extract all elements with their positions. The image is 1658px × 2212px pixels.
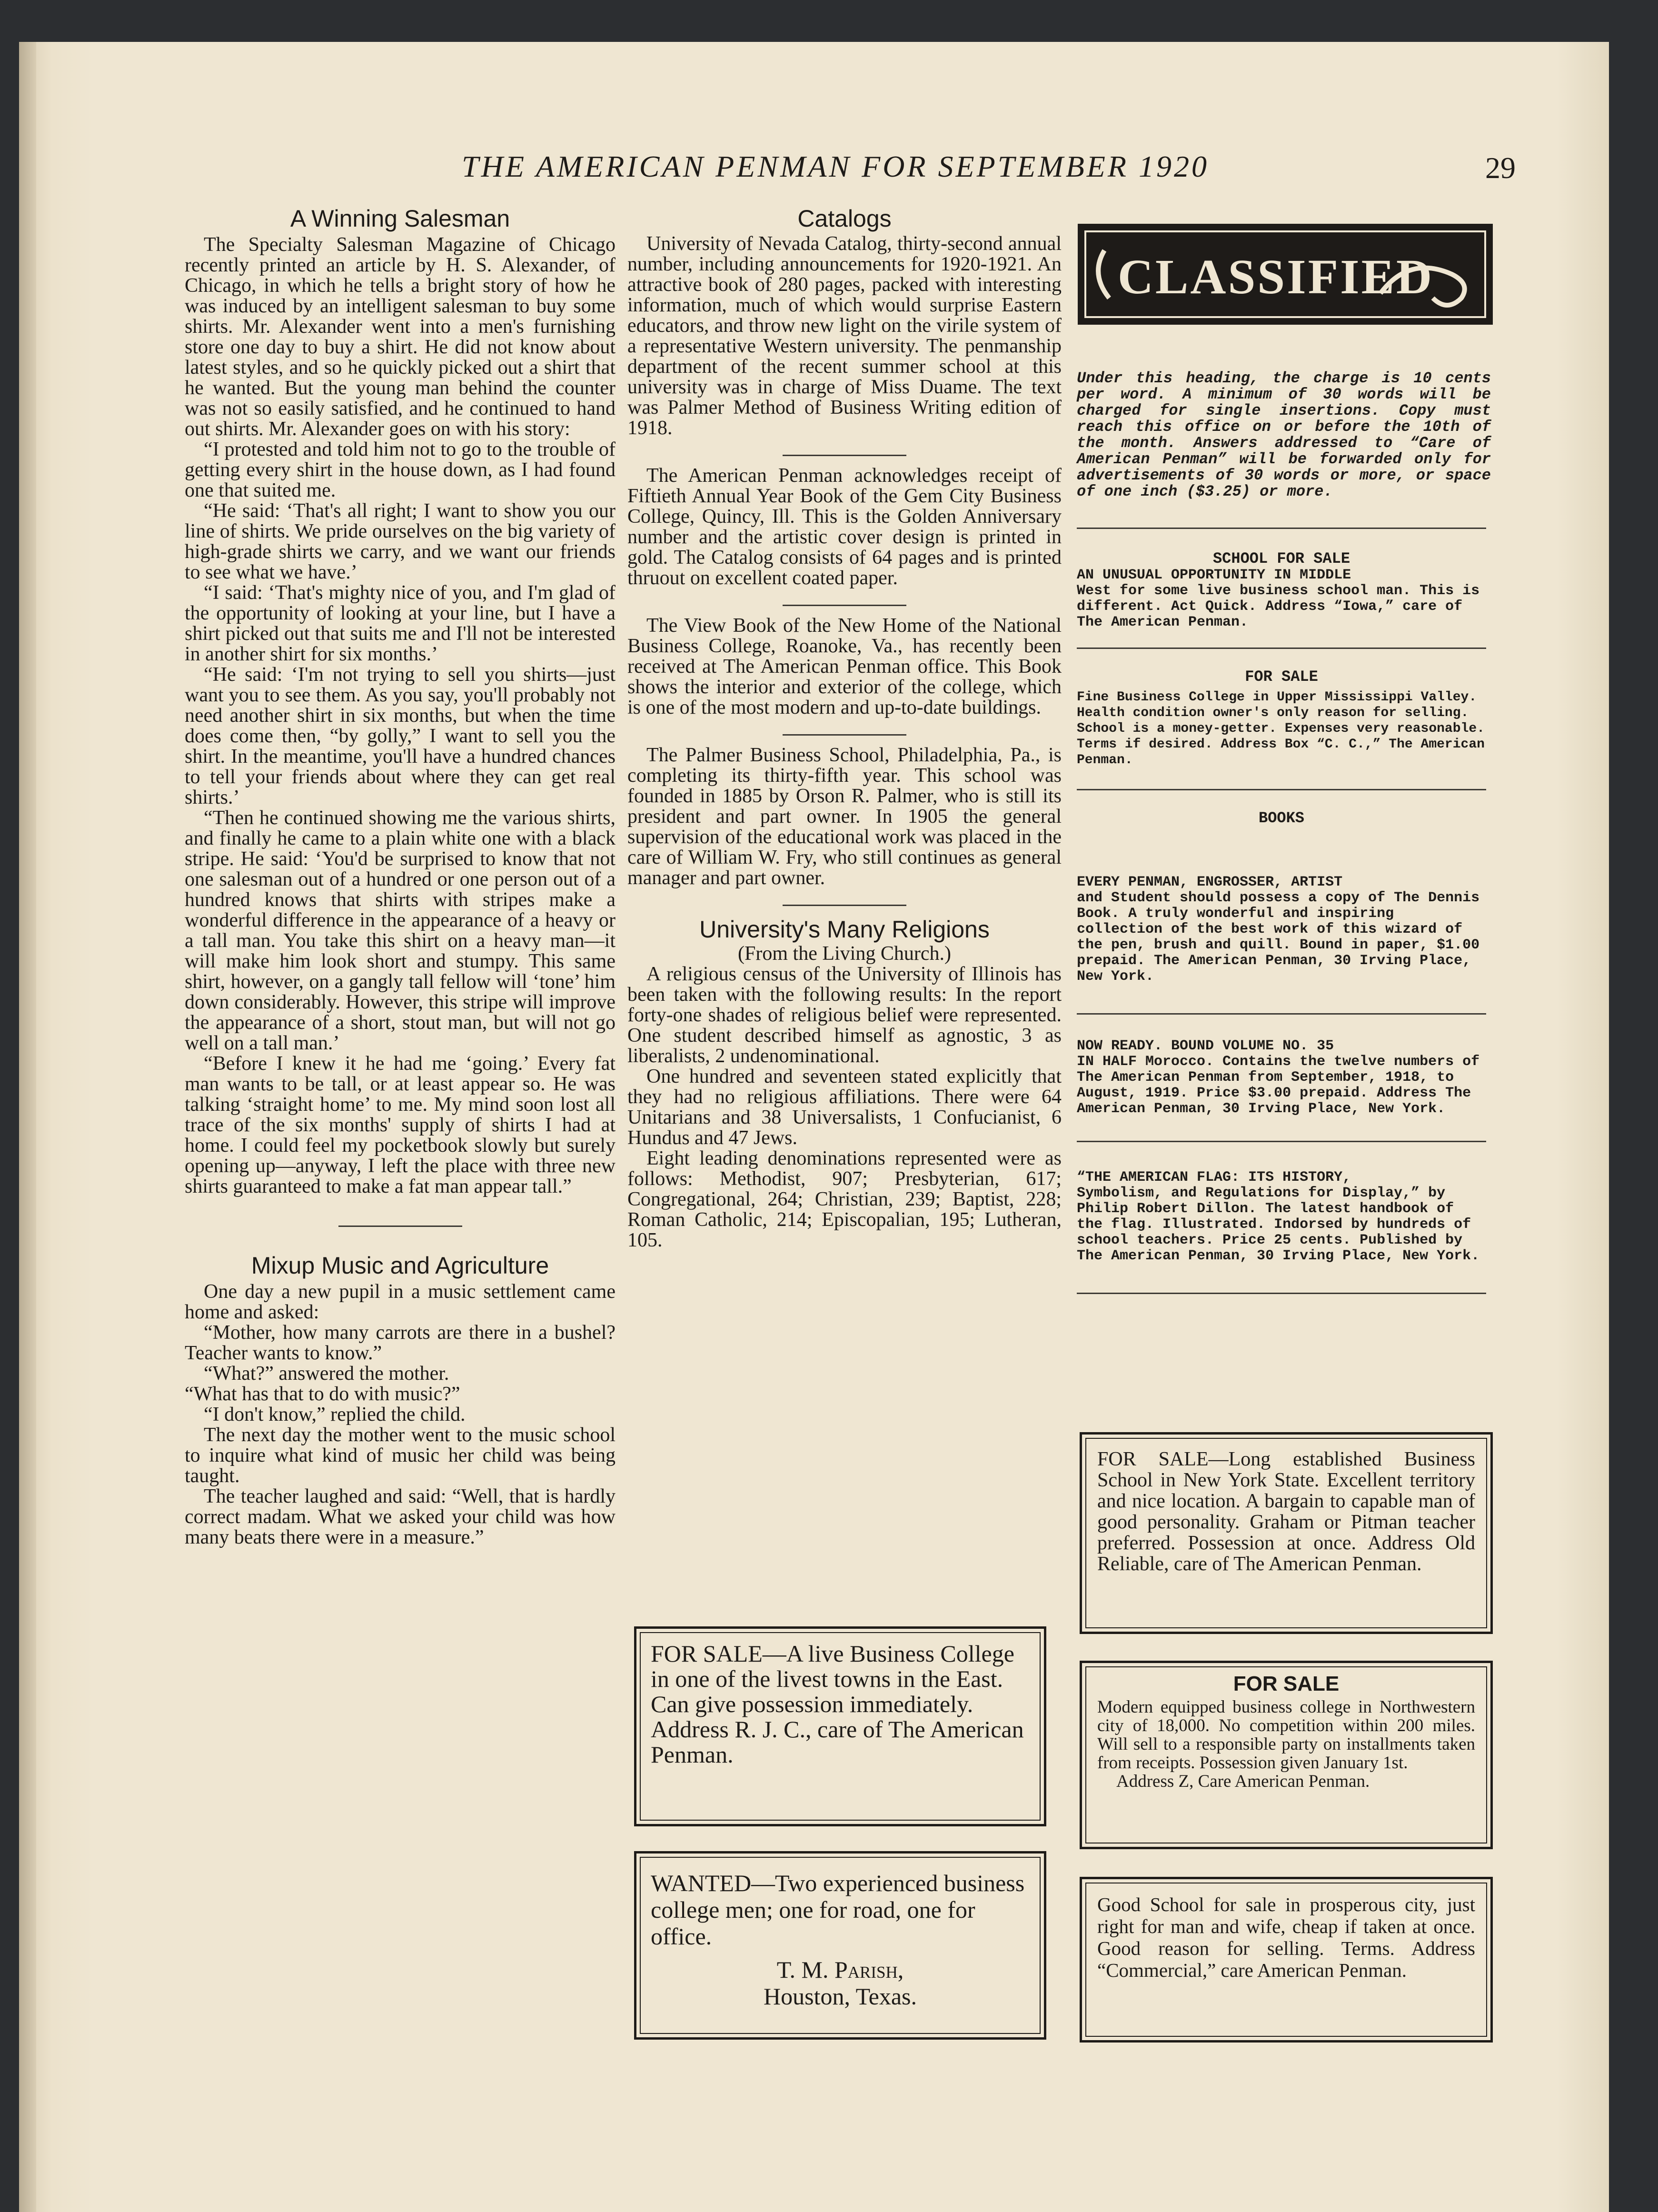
classified-lead: EVERY PENMAN, ENGROSSER, ARTIST — [1077, 874, 1343, 890]
ad-text: WANTED—Two experienced business college men; one for road, one for office. — [651, 1870, 1025, 1950]
article-paragraph: The Specialty Salesman Magazine of Chicago recently printed an article by H. S. Alexander, of Chicago, in which he tells a bright story of how he was induced by an intelligent salesman to buy some shirts. Mr. Alexander went into a men's furnishing store one day to buy a shirt. He did not know about latest styles, and so he quickly picked out a shirt that he wanted. But the young man behind the counter was not so easily satisfied, and he continued to hand out shirts. Mr. Alexander goes on with his story: — [185, 234, 616, 440]
ad-box-wanted — [634, 1851, 1046, 2040]
article-source: (From the Living Church.) — [738, 943, 951, 965]
page-spine-shadow — [19, 42, 36, 2212]
classified-rates-intro: Under this heading, the charge is 10 cents per word. A minimum of 30 words will be charged for single insertions. Copy must reach this office on or before the 10th of the month. Answers addressed to “Care of American Penman” will be forwarded only for advertisements of 30 words or more, or space of one inch ($3.25) or more. — [1077, 369, 1491, 500]
classified-lead: “THE AMERICAN FLAG: ITS HISTORY, — [1077, 1169, 1351, 1186]
article-paragraph: A religious census of the University of Illinois has been taken with the following results: In the report forty-one shades of religious belief were represented. One student described himself as agnostic, 3 as liberalists, 2 undenominational. — [627, 963, 1062, 1067]
classified-body: West for some live business school man. This is different. Act Quick. Address “Iowa,” care of The American Penman. — [1077, 583, 1480, 630]
classified-divider — [1077, 1013, 1486, 1015]
classified-listings — [1077, 528, 1486, 1294]
article-paragraph: “What?” answered the mother. — [204, 1363, 449, 1385]
article-title-winning-salesman: A Winning Salesman — [290, 205, 510, 232]
article-paragraph: “Then he continued showing me the various shirts, and finally he came to a plain white one with a black stripe. He said: ‘You'd be surprised to know that not one salesman out of a hundred or one person out of a hundred knows that shirts with stripes make a wonderful difference in the appearance of a heavy or a tall man. You take this shirt on a heavy man—it will make him look short and stumpy. This same shirt, however, on a gangly tall fellow will ‘tone’ him down considerably. However, this stripe will improve the appearance of a short, stout man, but will not go well on a tall man.’ — [185, 807, 616, 1054]
classified-title: BOOKS — [1258, 809, 1304, 827]
classified-body: Symbolism, and Regulations for Display,” by Philip Robert Dillon. The latest handbook of the flag. Illustrated. Indorsed by hundreds of school teachers. Price 25 cents. Published by The American Penman, 30 Irving Place, New York. — [1077, 1185, 1480, 1264]
classified-divider — [1077, 789, 1486, 790]
ad-box-for-sale-northwestern — [1080, 1661, 1493, 1849]
column-middle — [627, 205, 1062, 1251]
article-paragraph: “He said: ‘That's all right; I want to show you our line of shirts. We pride ourselves on the big variety of high-grade shirts we carry, and we want our friends to see what we have.’ — [185, 500, 616, 583]
classified-lead: NOW READY. BOUND VOLUME NO. 35 — [1077, 1038, 1334, 1054]
section-divider — [783, 905, 906, 906]
ad-text: FOR SALE—A live Business College in one of the livest towns in the East. Can give possession immediately. Address R. J. C., care of The American Penman. — [651, 1640, 1024, 1768]
classified-divider — [1077, 1141, 1486, 1142]
magazine-page — [19, 42, 1609, 2212]
section-divider — [783, 455, 906, 456]
ad-signature-place: Houston, Texas. — [764, 1983, 917, 2010]
article-paragraph: “Before I knew it he had me ‘going.’ Every fat man wants to be tall, or at least appear so. He was talking ‘straight home’ to me. My mind soon lost all trace of the six months' supply of shirts I had at home. I could feel my pocketbook slowly but surely opening up—anyway, I left the place with three new shirts guaranteed to make a fat man appear tall.” — [185, 1053, 616, 1197]
article-paragraph: The teacher laughed and said: “Well, that is hardly correct madam. What we asked your child was how many beats there were in a measure.” — [185, 1485, 616, 1548]
article-paragraph: “I protested and told him not to go to the trouble of getting every shirt in the house down, as I had found one that suited me. — [185, 438, 616, 501]
classified-divider — [1077, 1293, 1486, 1294]
classified-body: and Student should possess a copy of The Dennis Book. A truly wonderful and inspiring collection of the best work of this wizard of the pen, brush and quill. Bound in paper, $1.00 prepaid. The American Penman, 30 Irving Place, New York. — [1077, 890, 1480, 985]
catalog-paragraph: University of Nevada Catalog, thirty-second annual number, including announcements for 1920-1921. An attractive book of 280 pages, packed with interesting information, much of which would surprise Eastern educators, and throw new light on the virile system of a representative Western university. The penmanship department of the recent summer school at this university was in charge of Miss Duame. The text was Palmer Method of Business Writing edition of 1918. — [627, 233, 1062, 439]
classified-body: IN HALF Morocco. Contains the twelve numbers of The American Penman from September, 1918, to August, 1919. Price $3.00 prepaid. Address The American Penman, 30 Irving Place, New York. — [1077, 1054, 1480, 1117]
column-left — [185, 205, 616, 1548]
ad-address: Address Z, Care American Penman. — [1116, 1772, 1370, 1791]
article-paragraph: One hundred and seventeen stated explicitly that they had no religious affiliations. There were 64 Unitarians and 38 Universalists, 1 Confucianist, 6 Hundus and 47 Jews. — [627, 1066, 1062, 1149]
ad-text: Good School for sale in prosperous city, just right for man and wife, cheap if taken at once. Good reason for selling. Terms. Address “Commercial,” care American Penman. — [1097, 1893, 1475, 1981]
ad-text: FOR SALE—Long established Business School in New York State. Excellent territory and nice location. A bargain to capable man of good personality. Graham or Pitman teacher preferred. Possession at once. Address Old Reliable, care of The American Penman. — [1097, 1448, 1475, 1575]
article-paragraph: One day a new pupil in a music settlement came home and asked: — [185, 1281, 616, 1323]
classified-divider — [1077, 528, 1486, 529]
page-number: 29 — [1485, 151, 1516, 185]
catalog-paragraph: The American Penman acknowledges receipt of Fiftieth Annual Year Book of the Gem City Business College, Quincy, Ill. This is the Golden Anniversary number and the artistic cover design is printed in gold. The Catalog consists of 64 pages and is printed thruout on excellent coated paper. — [627, 465, 1062, 589]
article-paragraph: The next day the mother went to the music school to inquire what kind of music her child was being taught. — [185, 1424, 616, 1487]
ad-box-good-school — [1080, 1877, 1493, 2043]
article-paragraph: “Mother, how many carrots are there in a bushel? Teacher wants to know.” — [185, 1322, 616, 1364]
ad-box-long-established — [1080, 1432, 1493, 1634]
ad-box-live-business-college — [634, 1626, 1046, 1826]
section-divider — [338, 1226, 462, 1227]
article-paragraph: Eight leading denominations represented were as follows: Methodist, 907; Presbyterian, 617; Congregational, 264; Christian, 239; Baptist, 228; Roman Catholic, 214; Episcopalian, 195; Lutheran, 105. — [627, 1147, 1062, 1251]
classified-lead: AN UNUSUAL OPPORTUNITY IN MIDDLE — [1077, 567, 1351, 583]
classified-body: Fine Business College in Upper Mississippi Valley. Health condition owner's only reason for selling. School is a money-getter. Expenses very reasonable. Terms if desired. Address Box “C. C.,” The American Penman. — [1077, 690, 1485, 767]
ad-signature-name: T. M. Parish, — [776, 1956, 904, 1983]
article-paragraph: “I said: ‘That's mighty nice of you, and I'm glad of the opportunity of looking at your line, but I have a shirt picked out that suits me and I'll not be interested in another shirt for six months.’ — [185, 582, 616, 665]
catalog-paragraph: The View Book of the New Home of the National Business College, Roanoke, Va., has recently been received at The American Penman office. This Book shows the interior and exterior of the college, which is one of the most modern and up-to-date buildings. — [627, 615, 1062, 718]
classified-logo-art — [1076, 222, 1495, 327]
ad-title: FOR SALE — [1233, 1672, 1340, 1695]
classified-divider — [1077, 648, 1486, 649]
classified-title: SCHOOL FOR SALE — [1212, 550, 1350, 568]
article-paragraph: “What has that to do with music?” — [185, 1383, 460, 1405]
article-paragraph: “I don't know,” replied the child. — [204, 1404, 466, 1425]
article-title-religions: University's Many Religions — [699, 916, 990, 943]
classified-logo — [1076, 222, 1495, 327]
section-divider — [783, 605, 906, 606]
article-paragraph: “He said: ‘I'm not trying to sell you shirts—just want you to see them. As you say, you'll probably not need another shirt in six months, but when the time does come then, “by golly,” I want to sell you the shirt. In the meantime, you'll have a hundred chances to tell your friends about where they can get real shirts.’ — [185, 664, 616, 808]
classified-logo-text: CLASSIFIED — [1117, 249, 1434, 304]
running-title: THE AMERICAN PENMAN FOR SEPTEMBER 1920 — [462, 149, 1209, 183]
section-divider — [783, 734, 906, 736]
article-title-mixup-music: Mixup Music and Agriculture — [251, 1252, 549, 1279]
classified-title: FOR SALE — [1245, 668, 1318, 686]
article-title-catalogs: Catalogs — [797, 205, 892, 232]
catalog-paragraph: The Palmer Business School, Philadelphia, Pa., is completing its thirty-fifth year. This school was founded in 1885 by Orson R. Palmer, who is still its president and part owner. In 1905 the general supervision of the educational work was placed in the care of William W. Fry, who still continues as general manager and part owner. — [627, 744, 1062, 889]
ad-text: Modern equipped business college in Northwestern city of 18,000. No competition within 200 miles. Will sell to a responsible party on installments taken from receipts. Possession given January 1st. — [1097, 1697, 1475, 1773]
